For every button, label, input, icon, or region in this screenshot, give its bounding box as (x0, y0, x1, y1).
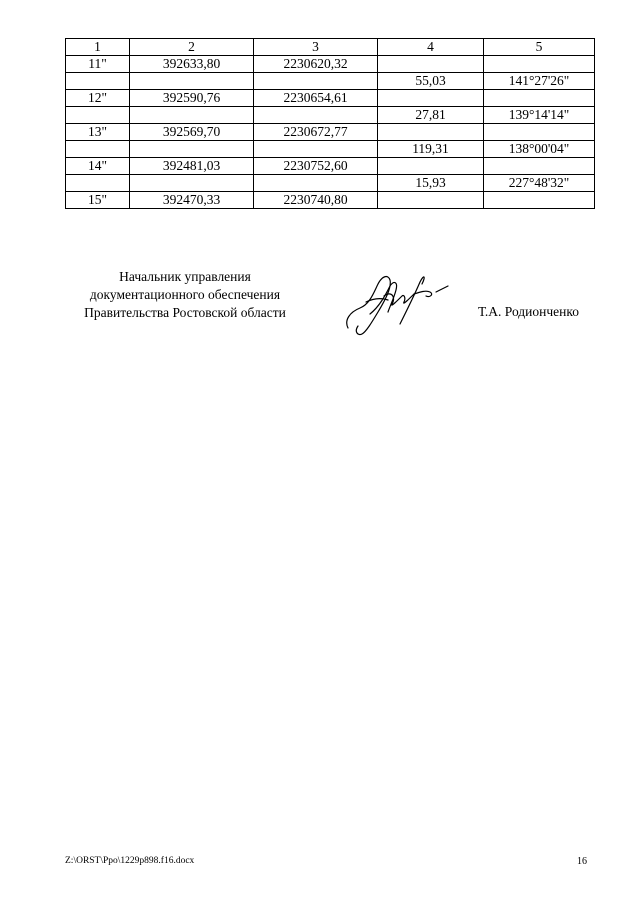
x-coord-cell (130, 107, 254, 124)
table-row (66, 56, 595, 73)
coordinates-table (65, 38, 595, 209)
x-coord-cell (130, 73, 254, 90)
header-col-3: 3 (254, 39, 378, 56)
y-coord-cell (254, 141, 378, 158)
y-coord-cell: 2230654,61 (254, 90, 378, 107)
y-coord-cell (254, 175, 378, 192)
x-coord-cell: 392470,33 (130, 192, 254, 209)
point-cell: 15" (66, 192, 130, 209)
angle-cell (484, 56, 595, 73)
y-coord-cell (254, 73, 378, 90)
table-row (66, 158, 595, 175)
angle-cell: 139°14'14" (484, 107, 595, 124)
angle-cell: 141°27'26" (484, 73, 595, 90)
distance-cell (378, 192, 484, 209)
table-row (66, 124, 595, 141)
table-row (66, 175, 595, 192)
distance-cell: 15,93 (378, 175, 484, 192)
header-col-1: 1 (66, 39, 130, 56)
distance-cell (378, 56, 484, 73)
distance-cell: 27,81 (378, 107, 484, 124)
header-col-4: 4 (378, 39, 484, 56)
x-coord-cell: 392481,03 (130, 158, 254, 175)
angle-cell (484, 124, 595, 141)
file-path: Z:\ORST\Ppo\1229p898.f16.docx (65, 856, 195, 866)
angle-cell: 227°48'32" (484, 175, 595, 192)
table-row (66, 141, 595, 158)
point-cell: 13" (66, 124, 130, 141)
point-cell: 12" (66, 90, 130, 107)
page-number: 16 (577, 856, 587, 867)
distance-cell: 119,31 (378, 141, 484, 158)
x-coord-cell: 392633,80 (130, 56, 254, 73)
angle-cell (484, 90, 595, 107)
table-row (66, 192, 595, 209)
handwritten-signature (340, 262, 460, 342)
distance-cell (378, 90, 484, 107)
y-coord-cell: 2230620,32 (254, 56, 378, 73)
distance-cell (378, 124, 484, 141)
header-col-5: 5 (484, 39, 595, 56)
table-row (66, 90, 595, 107)
x-coord-cell (130, 175, 254, 192)
distance-cell: 55,03 (378, 73, 484, 90)
table-row (66, 73, 595, 90)
point-cell: 11" (66, 56, 130, 73)
signatory-name: Т.А. Родионченко (478, 304, 579, 319)
angle-cell (484, 158, 595, 175)
x-coord-cell: 392569,70 (130, 124, 254, 141)
point-cell (66, 107, 130, 124)
angle-cell: 138°00'04" (484, 141, 595, 158)
y-coord-cell (254, 107, 378, 124)
header-col-2: 2 (130, 39, 254, 56)
y-coord-cell: 2230752,60 (254, 158, 378, 175)
signatory-position (60, 268, 310, 322)
point-cell (66, 141, 130, 158)
y-coord-cell: 2230672,77 (254, 124, 378, 141)
angle-cell (484, 192, 595, 209)
point-cell (66, 175, 130, 192)
table-row (66, 107, 595, 124)
point-cell: 14" (66, 158, 130, 175)
position-line: Правительства Ростовской области (84, 305, 286, 320)
position-line: Начальник управления (119, 269, 251, 284)
distance-cell (378, 158, 484, 175)
point-cell (66, 73, 130, 90)
table-header-row (66, 39, 595, 56)
x-coord-cell: 392590,76 (130, 90, 254, 107)
y-coord-cell: 2230740,80 (254, 192, 378, 209)
position-line: документационного обеспечения (89, 287, 281, 302)
x-coord-cell (130, 141, 254, 158)
